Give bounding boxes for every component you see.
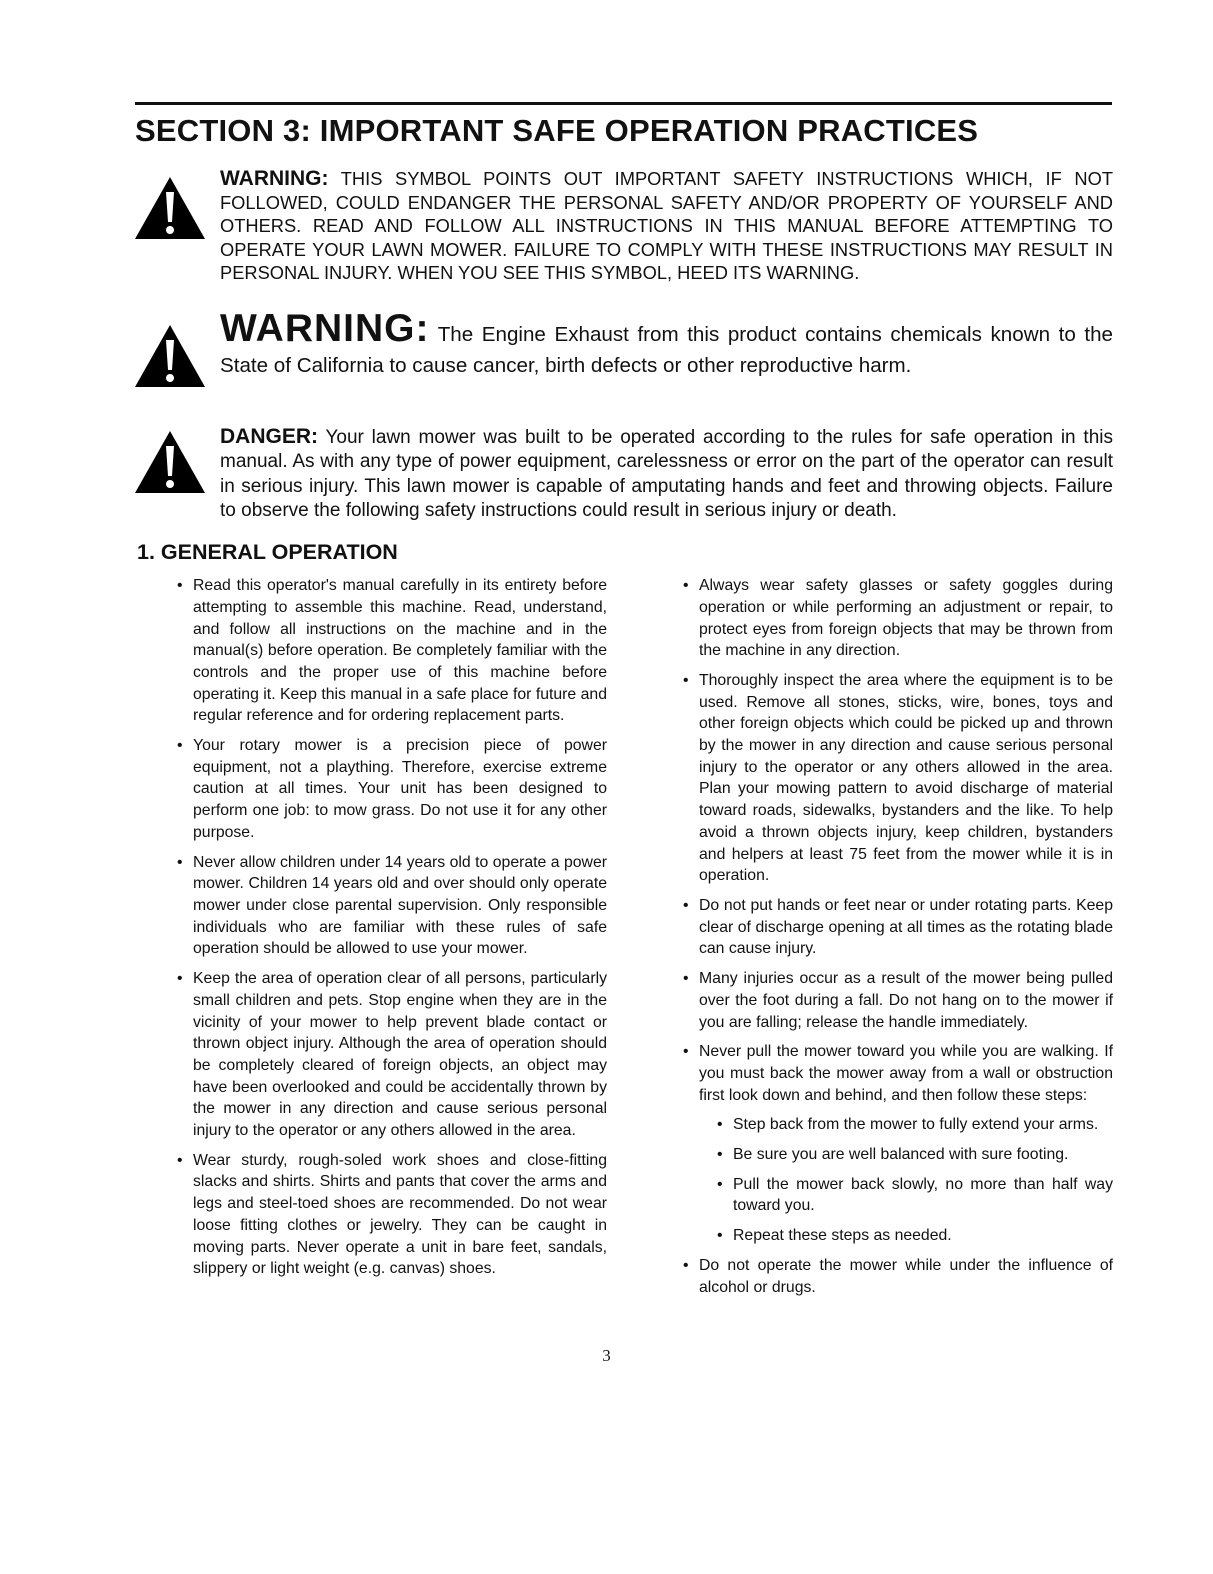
danger-label: DANGER: xyxy=(220,424,318,448)
section-heading: 1. GENERAL OPERATION xyxy=(137,540,398,565)
list-item: • Never pull the mower toward you while you are walking. If you must back the mower away from a wall or obstruction first look down and behind, and then follow these steps: xyxy=(681,1041,1113,1106)
sub-list-item: • Repeat these steps as needed. xyxy=(715,1225,1113,1247)
header-rule xyxy=(135,102,1112,105)
warning-text: THIS SYMBOL POINTS OUT IMPORTANT SAFETY INSTRUCTIONS WHICH, IF NOT FOLLOWED, COULD ENDANGER THE PERSONAL SAFETY AND/OR PROPERTY OF YOURSELF AND OTHERS. READ AND FOLLOW ALL INSTRUCTIONS IN THIS MANUAL BEFORE ATTEMPTING TO OPERATE YOUR LAWN MOWER. FAILURE TO COMPLY WITH THESE INSTRUCTIONS MAY RESULT IN PERSONAL INJURY. WHEN YOU SEE THIS SYMBOL, HEED ITS WARNING. xyxy=(220,168,1113,284)
warning-triangle-icon xyxy=(133,323,207,389)
page-number: 3 xyxy=(602,1346,611,1366)
page-title: SECTION 3: IMPORTANT SAFE OPERATION PRACTICES xyxy=(135,113,979,148)
danger-notice xyxy=(133,425,1113,523)
sub-list-item: • Step back from the mower to fully extend your arms. xyxy=(715,1114,1113,1136)
danger-text: Your lawn mower was built to be operated according to the rules for safe operation in this manual. As with any type of power equipment, carelessness or error on the part of the operator can result in serious injury. This lawn mower is capable of amputating hands and feet and throwing objects. Failure to observe the following safety instructions could result in serious injury or death. xyxy=(220,426,1113,521)
sub-list-item: • Pull the mower back slowly, no more than half way toward you. xyxy=(715,1174,1113,1217)
list-item: • Wear sturdy, rough-soled work shoes and close-fitting slacks and shirts. Shirts and pants that cover the arms and legs and steel-toed shoes are recommended. Do not wear loose fitting clothes or jewelry. They can be caught in moving parts. Never operate a unit in bare feet, sandals, slippery or light weight (e.g. canvas) shoes. xyxy=(175,1150,607,1280)
list-item: • Do not put hands or feet near or under rotating parts. Keep clear of discharge opening at all times as the rotating blade can cause injury. xyxy=(681,895,1113,960)
list-item: • Always wear safety glasses or safety goggles during operation or while performing an adjustment or repair, to protect eyes from foreign objects that may be thrown from the machine in any direction. xyxy=(681,575,1113,662)
list-item: • Never allow children under 14 years old to operate a power mower. Children 14 years old and over should only operate mower under close parental supervision. Only responsible individuals who are familiar with these rules of safe operation should be allowed to use your mower. xyxy=(175,852,607,961)
warning-label: WARNING: xyxy=(220,306,430,350)
warning-triangle-icon xyxy=(133,429,207,495)
california-warning xyxy=(133,307,1113,389)
list-item: • Keep the area of operation clear of all persons, particularly small children and pets. Stop engine when they are in the vicinity of your mower to help prevent blade contact or thrown object injury. Although the area of operation should be completely cleared of foreign objects, an object may have been overlooked and could be accidentally thrown by the mower in any direction and cause serious personal injury to the operator or any others allowed in the area. xyxy=(175,968,607,1142)
list-item: • Read this operator's manual carefully in its entirety before attempting to assemble this machine. Read, understand, and follow all instructions on the machine and in the manual(s) before operation. Be completely familiar with the controls and the proper use of this machine before operating it. Keep this manual in a safe place for future and regular reference and for ordering replacement parts. xyxy=(175,575,607,727)
warning-triangle-icon xyxy=(133,175,207,241)
right-column xyxy=(681,575,1113,1306)
sub-list-item: • Be sure you are well balanced with sure footing. xyxy=(715,1144,1113,1166)
warning-label: WARNING: xyxy=(220,167,329,190)
left-column xyxy=(175,575,607,1306)
safety-symbol-warning xyxy=(133,167,1113,285)
list-item: • Your rotary mower is a precision piece of power equipment, not a plaything. Therefore, exercise extreme caution at all times. Your unit has been designed to perform one job: to mow grass. Do not use it for any other purpose. xyxy=(175,735,607,844)
two-column-body xyxy=(175,575,1113,1306)
list-item: • Many injuries occur as a result of the mower being pulled over the foot during a fall. Do not hang on to the mower if you are falling; release the handle immediately. xyxy=(681,968,1113,1033)
warning-text: The Engine Exhaust from this product contains chemicals known to the State of California to cause cancer, birth defects or other reproductive harm. xyxy=(220,322,1113,377)
list-item: • Do not operate the mower while under the influence of alcohol or drugs. xyxy=(681,1255,1113,1298)
list-item: • Thoroughly inspect the area where the equipment is to be used. Remove all stones, sticks, wire, bones, toys and other foreign objects which could be picked up and thrown by the mower in any direction and cause serious personal injury to the operator or any others allowed in the area. Plan your mowing pattern to avoid discharge of material toward roads, sidewalks, bystanders and the like. To help avoid a thrown objects injury, keep children, bystanders and helpers at least 75 feet from the mower while it is in operation. xyxy=(681,670,1113,887)
